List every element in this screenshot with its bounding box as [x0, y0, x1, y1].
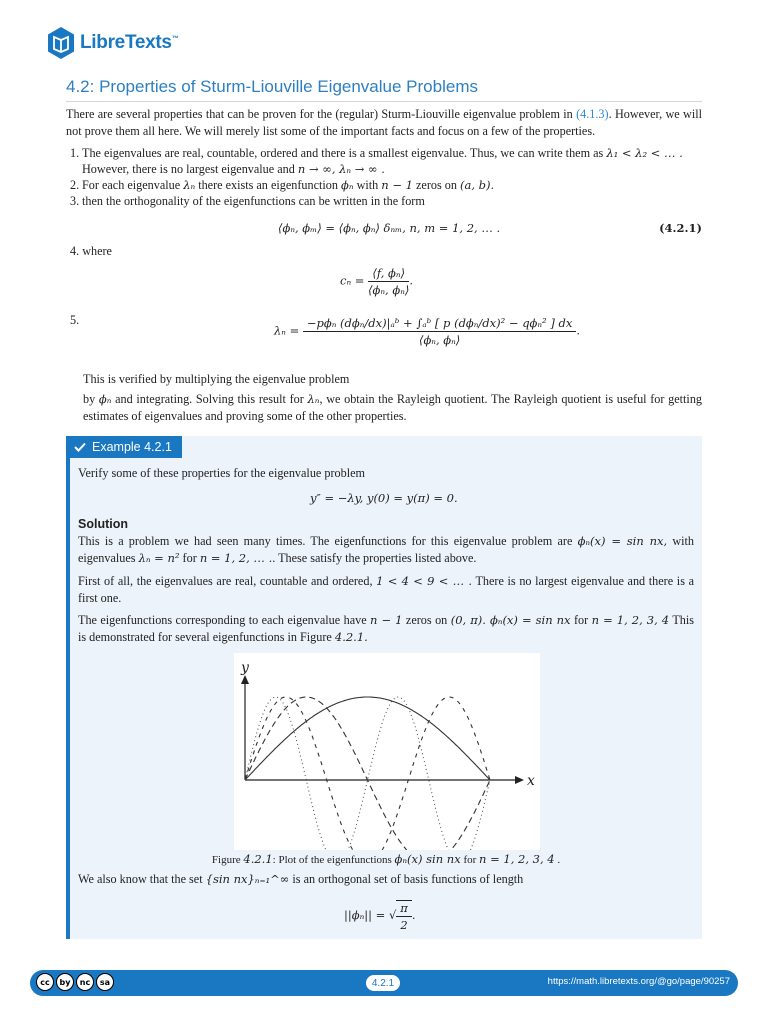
list-item: 2. For each eigenvalue λₙ there exists an eigenfunction ϕₙ with n − 1 zeros on (a, b).: [70, 178, 495, 192]
page-title: 4.2: Properties of Sturm-Liouville Eigenvalue Problems: [66, 77, 702, 102]
page-url-link[interactable]: https://math.libretexts.org/@go/page/90257: [547, 976, 730, 987]
eigenfunctions-figure: [234, 653, 540, 850]
solution-paragraph-1: This is a problem we had seen many times. The eigenfunctions for this eigenvalue problem are ϕₙ(x) = sin nx, with eigenvalues λₙ = n² for n = 1, 2, … .. These satisfy the properties listed above.: [78, 534, 694, 565]
intro-paragraph: There are several properties that can be proven for the (regular) Sturm-Liouville eigenvalue problem in (4.1.3). However, we will not prove them all here. We will merely list some of the important facts and focus on a few of the properties.: [66, 107, 702, 138]
equation-link[interactable]: (4.1.3): [576, 107, 609, 121]
checkmark-icon: [74, 442, 86, 452]
example-intro: Verify some of these properties for the eigenvalue problem: [78, 466, 365, 480]
cn-equation: cₙ = $\frac{\text{⟨f, ϕₙ⟩}}{\text{⟨ϕₙ, ϕₙ⟩}}$ .: [340, 266, 414, 297]
example-badge: Example 4.2.1: [66, 436, 182, 458]
rayleigh-paragraph: by ϕₙ and integrating. Solving this result for λₙ, we obtain the Rayleigh quotient. The Rayleigh quotient is useful for getting estimates of eigenvalues and proving some of the other properties.: [83, 392, 703, 423]
equation-number: (4.2.1): [659, 221, 702, 235]
basis-paragraph: We also know that the set {sin nx}ₙ₌₁^∞ is an orthogonal set of basis functions of length: [78, 872, 524, 886]
eigenfunction-n3-curve: [245, 697, 490, 850]
list-item: 3. then the orthogonality of the eigenfunctions can be written in the form: [70, 194, 425, 208]
item-5-label: 5.: [70, 313, 80, 327]
solution-heading: Solution: [78, 517, 128, 531]
y-axis-label: y: [241, 660, 249, 676]
item-4-label: 4. where: [70, 244, 112, 258]
page-footer: [30, 970, 738, 996]
figure-caption: Figure 4.2.1: Plot of the eigenfunctions ϕₙ(x) sin nx for n = 1, 2, 3, 4 .: [211, 852, 561, 866]
rayleigh-quotient-equation: λₙ = $\frac{\text{−pϕₙ (dϕₙ/dx)|ₐᵇ + ∫ₐᵇ [ p (dϕₙ/dx)² − qϕₙ² ] dx}}{\text{⟨ϕₙ, ϕₙ⟩}}$ .: [274, 316, 580, 347]
x-axis-label: x: [527, 773, 535, 789]
logo-text: LibreTexts™: [80, 32, 179, 53]
properties-list: [66, 145, 702, 209]
libretexts-logo-icon: [46, 26, 76, 60]
page-number-badge: 4.2.1: [366, 975, 400, 991]
example-box: [66, 436, 702, 939]
eigenfunction-n1-curve: [245, 697, 490, 780]
example-equation: y″ = −λy, y(0) = y(π) = 0.: [310, 491, 458, 505]
eigenfunction-n4-curve: [245, 697, 490, 850]
attribution-icon: by: [56, 973, 74, 991]
libretexts-logo[interactable]: [46, 26, 178, 60]
verify-text: This is verified by multiplying the eigenvalue problem: [83, 372, 350, 386]
sharealike-icon: sa: [96, 973, 114, 991]
list-item: 1. The eigenvalues are real, countable, ordered and there is a smallest eigenvalue. Thus, we can write them as λ₁ < λ₂ < … . However, there is no largest eigenvalue and n → ∞, λₙ → ∞ .: [70, 146, 683, 176]
noncommercial-icon: nc: [76, 973, 94, 991]
orthogonality-equation: ⟨ϕₙ, ϕₘ⟩ = ⟨ϕₙ, ϕₙ⟩ δₙₘ, n, m = 1, 2, … .: [278, 221, 501, 235]
eigenfunctions-plot: [234, 653, 540, 850]
solution-paragraph-2: First of all, the eigenvalues are real, countable and ordered, 1 < 4 < 9 < … . There is no largest eigenvalue and there is a first one.: [78, 574, 694, 605]
cc-license-badges[interactable]: [36, 973, 114, 991]
cc-icon: cc: [36, 973, 54, 991]
eigenfunction-n2-curve: [245, 697, 490, 850]
norm-equation: ||ϕₙ|| = √ $\frac{\pi}{2}$ .: [344, 901, 416, 932]
solution-paragraph-3: The eigenfunctions corresponding to each eigenvalue have n − 1 zeros on (0, π). ϕₙ(x) = sin nx for n = 1, 2, 3, 4 This is demonstrated for several eigenfunctions in Figure 4.2.1.: [78, 613, 694, 644]
